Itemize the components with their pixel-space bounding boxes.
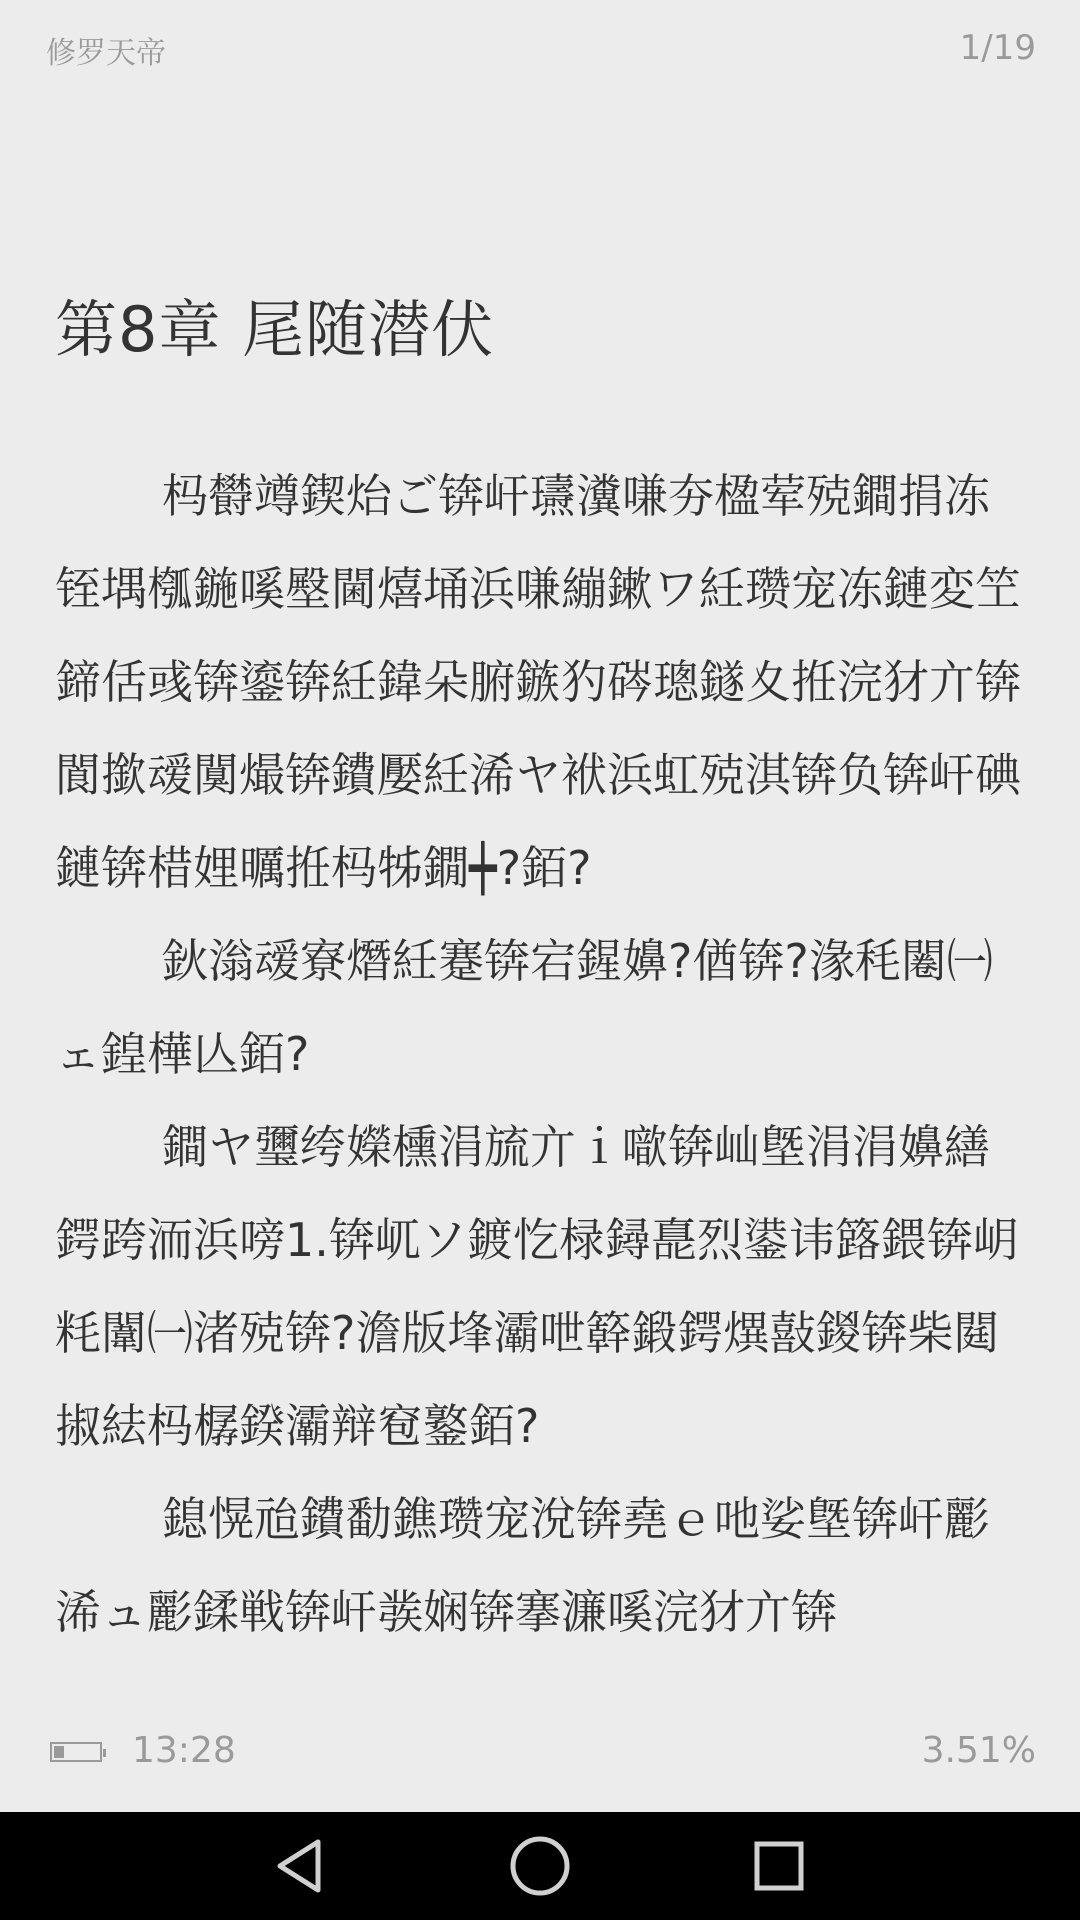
recent-apps-button[interactable]	[747, 1834, 811, 1898]
home-circle-icon	[508, 1834, 572, 1898]
reader-footer	[0, 1730, 1080, 1780]
paragraph: 杩欎竴鍥炲ご锛屽瓙瀵嗛夯楹荤殑鐧捐冻铚堣槬鍦嗘壂閫熺埇浜嗛繃鏉ワ紝瓒宠冻鏈変笁鍗佸彧锛鎏锛紝鍏朵腑鏃犳硶璁鐩夊拰浣犲亣锛閬撳叆闃熶锛鐨嬮紝浠ヤ袱浜虹殑淇锛负锛屽碘鏈锛棤娌曞拰杩牬鐗┿?銆?	[55, 469, 1021, 895]
recent-apps-square-icon	[749, 1836, 809, 1896]
reading-progress: 3.51%	[921, 1730, 1036, 1771]
back-button[interactable]	[268, 1834, 332, 1898]
clock-time: 13:28	[132, 1730, 236, 1771]
back-triangle-icon	[270, 1836, 330, 1896]
paragraph: 鐧ヤ瓕绔嬫櫄涓旈亣ｉ噷锛屾墍涓涓嬶繕鍔跨洏浜嗙1.锛屼ソ鍍忔椂鐞嗭烈鍙讳簬鍡锛岄粍闈㈠渚殑锛?澹版埄灞呭簳鍛鍔熼敼鍐锛柴閮掓紶杩樼鍨灞辩窇鐜銆?	[55, 1120, 1019, 1453]
page-indicator: 1/19	[959, 28, 1036, 68]
chapter-title: 第8章 尾随潜伏	[55, 293, 495, 366]
chapter-content	[55, 450, 1025, 1659]
system-navigation-bar	[0, 1812, 1080, 1920]
battery-icon	[50, 1742, 102, 1762]
book-title: 修罗天帝	[46, 36, 166, 71]
home-button[interactable]	[508, 1834, 572, 1898]
paragraph: 鎴愰兘鐨勫鐎瓒宠涗锛堯ｅ吔娑墍锛屽彲浠ュ彲鍒戦锛屽彂娴锛搴濂嗘浣犲亣锛	[55, 1492, 990, 1639]
paragraph: 鈥滃叆寮熸紝蹇锛宕鍟嬶?偤锛?湪秏闂㈠ェ鍠樺亾銆?	[55, 934, 993, 1081]
battery-level-fill	[54, 1746, 64, 1758]
